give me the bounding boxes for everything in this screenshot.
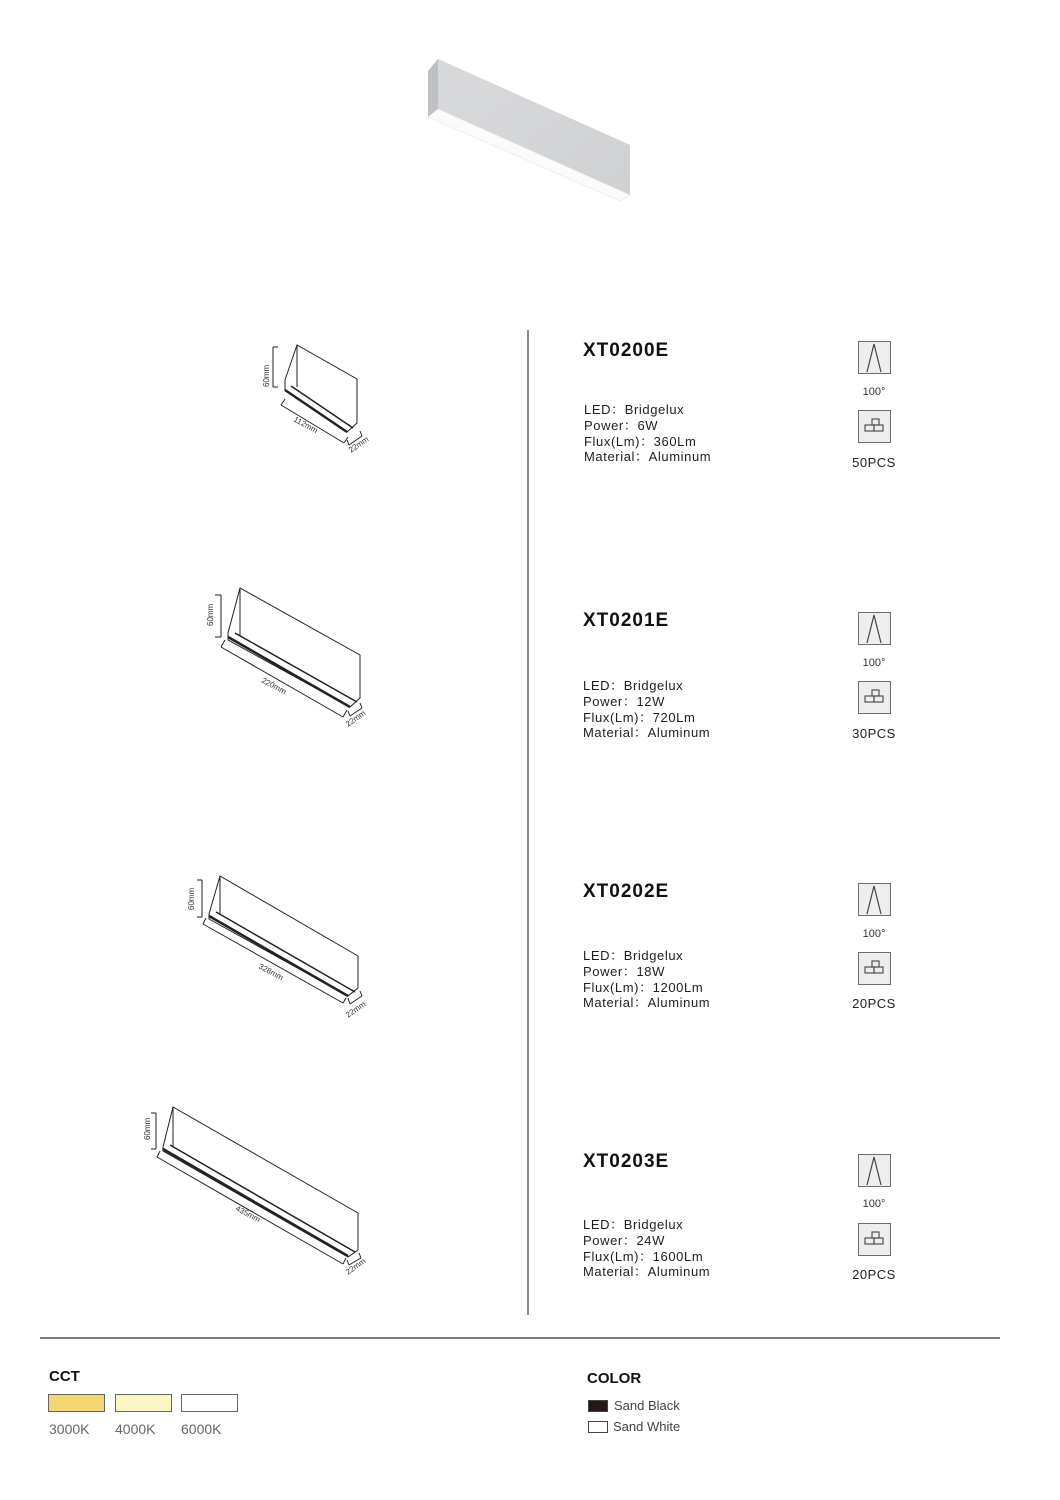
dim-length-label: 328mm bbox=[257, 961, 285, 983]
cct-title: CCT bbox=[49, 1368, 80, 1385]
dim-width-label: 22mm bbox=[343, 1256, 368, 1277]
model-title: XT0201E bbox=[583, 610, 670, 631]
dimension-drawing-xt0203e bbox=[138, 1100, 385, 1280]
color-swatch-sand-black bbox=[588, 1400, 608, 1412]
horizontal-divider bbox=[40, 1337, 1000, 1339]
spec-flux: Flux(Lm)：360Lm bbox=[584, 433, 697, 449]
packing-boxes-icon bbox=[858, 410, 891, 443]
spec-flux: Flux(Lm)：1200Lm bbox=[583, 979, 704, 995]
beam-angle-label: 100° bbox=[862, 386, 886, 398]
spec-led: LED：Bridgelux bbox=[583, 1217, 684, 1232]
vertical-divider bbox=[527, 330, 529, 1315]
dim-height-label: 60mm bbox=[206, 603, 215, 626]
spec-material: Material：Aluminum bbox=[583, 995, 711, 1011]
spec-flux: Flux(Lm)：1600Lm bbox=[583, 1248, 704, 1264]
beam-angle-icon bbox=[858, 341, 891, 374]
spec-material: Material：Aluminum bbox=[583, 725, 711, 741]
color-swatch-sand-white bbox=[588, 1421, 608, 1433]
spec-power: Power：6W bbox=[584, 417, 659, 433]
dim-length-label: 112mm bbox=[292, 414, 320, 436]
packing-boxes-icon bbox=[858, 681, 891, 714]
dimension-drawing-xt0202e bbox=[180, 868, 385, 1023]
beam-angle-icon bbox=[858, 1154, 891, 1187]
spec-led: LED：Bridgelux bbox=[583, 948, 684, 963]
dim-height-label: 60mm bbox=[187, 887, 196, 910]
color-label: Sand White bbox=[613, 1419, 681, 1434]
dimension-drawing-xt0200e bbox=[255, 335, 390, 460]
spec-material: Material：Aluminum bbox=[584, 449, 712, 465]
dim-width-label: 22mm bbox=[346, 434, 371, 455]
dim-height-label: 60mm bbox=[143, 1117, 152, 1140]
cct-label: 6000K bbox=[181, 1421, 222, 1437]
color-title: COLOR bbox=[587, 1370, 642, 1387]
model-title: XT0202E bbox=[583, 881, 670, 902]
color-label: Sand Black bbox=[614, 1398, 680, 1413]
cct-label: 3000K bbox=[49, 1421, 90, 1437]
spec-led: LED：Bridgelux bbox=[583, 678, 684, 693]
product-render-image bbox=[420, 55, 640, 205]
beam-angle-label: 100° bbox=[862, 657, 886, 669]
spec-list bbox=[584, 402, 711, 465]
cct-swatch-4000k bbox=[115, 1394, 172, 1412]
packing-quantity: 50PCS bbox=[852, 455, 896, 470]
spec-led: LED：Bridgelux bbox=[584, 402, 685, 417]
spec-power: Power：24W bbox=[583, 1232, 665, 1248]
beam-angle-label: 100° bbox=[862, 1198, 886, 1210]
beam-angle-label: 100° bbox=[862, 928, 886, 940]
packing-boxes-icon bbox=[858, 1223, 891, 1256]
packing-quantity: 20PCS bbox=[852, 996, 896, 1011]
dim-height-label: 60mm bbox=[262, 364, 271, 387]
dim-length-label: 435mm bbox=[234, 1203, 262, 1225]
spec-power: Power：12W bbox=[583, 693, 665, 709]
spec-list bbox=[583, 948, 710, 1011]
dim-width-label: 22mm bbox=[343, 708, 368, 729]
packing-quantity: 30PCS bbox=[852, 726, 896, 741]
spec-power: Power：18W bbox=[583, 963, 665, 979]
cct-swatch-3000k bbox=[48, 1394, 105, 1412]
spec-material: Material：Aluminum bbox=[583, 1264, 711, 1280]
beam-angle-icon bbox=[858, 612, 891, 645]
spec-list bbox=[583, 1217, 710, 1280]
model-title: XT0200E bbox=[583, 340, 670, 361]
model-title: XT0203E bbox=[583, 1151, 670, 1172]
spec-flux: Flux(Lm)：720Lm bbox=[583, 709, 696, 725]
cct-swatch-6000k bbox=[181, 1394, 238, 1412]
cct-label: 4000K bbox=[115, 1421, 156, 1437]
packing-boxes-icon bbox=[858, 952, 891, 985]
spec-list bbox=[583, 678, 710, 741]
dim-length-label: 220mm bbox=[260, 675, 288, 697]
beam-angle-icon bbox=[858, 883, 891, 916]
dimension-drawing-xt0201e bbox=[195, 580, 385, 735]
packing-quantity: 20PCS bbox=[852, 1267, 896, 1282]
dim-width-label: 22mm bbox=[343, 999, 368, 1020]
